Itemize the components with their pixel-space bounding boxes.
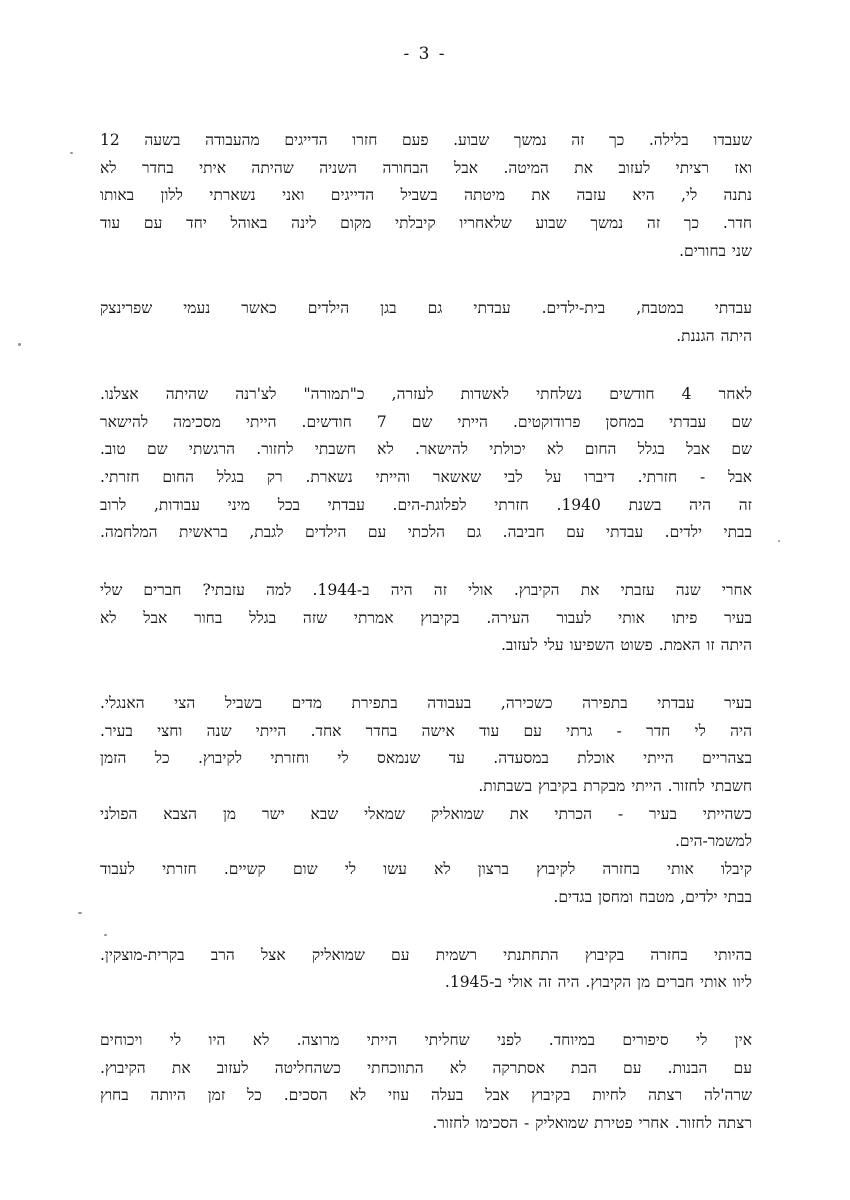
scan-speck — [778, 540, 780, 542]
text-line: קיבלו אותי בחזרה לקיבוץ ברצון לא עשו לי שום קשיים. חזרתי לעבוד — [100, 860, 752, 879]
text-line: בבתי ילדים. עבדתי עם חביבה. גם הלכתי עם הילדים לגבת, בראשית המלחמה. — [100, 523, 752, 542]
text-line: נתנה לי, היא עזבה את מיטתה בשביל הדייגים ואני נשארתי ללון באותו — [100, 186, 752, 205]
text-line: כשהייתי בעיר - הכרתי את שמואליק שמאלי שבא ישר מן הצבא הפולני — [100, 804, 752, 823]
paragraph — [100, 1027, 752, 1138]
scan-speck — [70, 152, 73, 154]
text-line: אין לי סיפורים במיוחד. לפני שחליתי הייתי מרוצה. לא היו לי ויכוחים — [100, 1030, 752, 1049]
text-line: ליוו אותי חברים מן הקיבוץ. היה זה אולי ב-1945. — [444, 973, 752, 992]
text-line: היה לי חדר - גרתי עם עוד אישה בחדר אחד. הייתי שנה וחצי בעיר. — [100, 721, 752, 740]
text-line: בעיר עבדתי בתפירה כשכירה, בעבודה בתפירת מדים בשביל הצי האנגלי. — [100, 694, 752, 712]
scan-speck — [18, 343, 21, 346]
text-line: שם אבל בגלל החום לא יכולתי להישאר. לא חשבתי לחזור. הרגשתי שם טוב. — [100, 440, 752, 459]
text-line: היתה הגננת. — [676, 327, 752, 346]
text-line: חדר. כך זה נמשך שבוע שלאחריו קיבלתי מקום לינה באוהל יחד עם עוד — [100, 214, 752, 233]
text-line: בהיותי בחזרה בקיבוץ התחתנתי רשמית עם שמואליק אצל הרב בקרית-מוצקין. — [100, 945, 752, 964]
text-line: עבדתי במטבח, בית-ילדים. עבדתי גם בגן הילדים כאשר נעמי שפרינצק — [100, 299, 752, 318]
page-number: - 3 - — [403, 44, 447, 64]
text-line: בבתי ילדים, מטבח ומחסן בגדים. — [553, 887, 752, 906]
paragraph — [100, 690, 752, 912]
text-line: בעיר פיתו אותי לעבור העירה. בקיבוץ אמרתי שזה בגלל בחור אבל לא — [100, 608, 752, 627]
text-line: שעבדו בלילה. כך זה נמשך שבוע. פעם חזרו הדייגים מהעבודה בשעה 12 — [100, 131, 752, 149]
text-line: בצהריים הייתי אוכלת במסעדה. עד שנמאס לי וחזרתי לקיבוץ. כל הזמן — [100, 749, 752, 768]
text-line: עם הבנות. עם הבת אסתרקה לא התווכחתי כשהחליטה לעזוב את הקיבוץ. — [100, 1058, 752, 1077]
paragraph — [100, 295, 752, 350]
text-line: ואז רציתי לעזוב את המיטה. אבל הבחורה השניה שהיתה איתי בחדר לא — [100, 158, 752, 177]
paragraph — [100, 127, 752, 265]
text-line: שם עבדתי במחסן פרודוקטים. הייתי שם 7 חודשים. הייתי מסכימה להישאר — [100, 412, 753, 431]
text-line: זה היה בשנת 1940. חזרתי לפלוגת-הים. עבדתי בכל מיני עבודות, לרוב — [100, 495, 752, 514]
text-line: אחרי שנה עזבתי את הקיבוץ. אולי זה היה ב-1944. למה עזבתי? חברים שלי — [100, 580, 752, 599]
paragraph — [100, 577, 752, 660]
text-line: חשבתי לחזור. הייתי מבקרת בקיבוץ בשבתות. — [478, 777, 752, 796]
text-line: אבל - חזרתי. דיברו על לבי שאשאר והייתי נשארת. רק בגלל החום חזרתי. — [100, 467, 752, 486]
scan-speck — [104, 934, 107, 936]
document-body — [100, 127, 752, 1168]
text-line: רצתה לחזור. אחרי פטירת שמואליק - הסכימו לחזור. — [432, 1113, 752, 1132]
text-line: לאחר 4 חודשים נשלחתי לאשדות לעזרה, כ"תמורה" לצ'רנה שהיתה אצלנו. — [100, 384, 753, 403]
paragraph — [100, 381, 752, 547]
text-line: שני בחורים. — [679, 241, 752, 260]
text-line: היתה זו האמת. פשוט השפיעו עלי לעזוב. — [500, 636, 752, 655]
scan-speck — [78, 912, 82, 914]
paragraph — [100, 942, 752, 997]
text-line: שרה'לה רצתה לחיות בקיבוץ אבל בעלה עוזי לא הסכים. כל זמן היותה בחוץ — [100, 1086, 752, 1105]
text-line: למשמר-הים. — [674, 832, 752, 851]
